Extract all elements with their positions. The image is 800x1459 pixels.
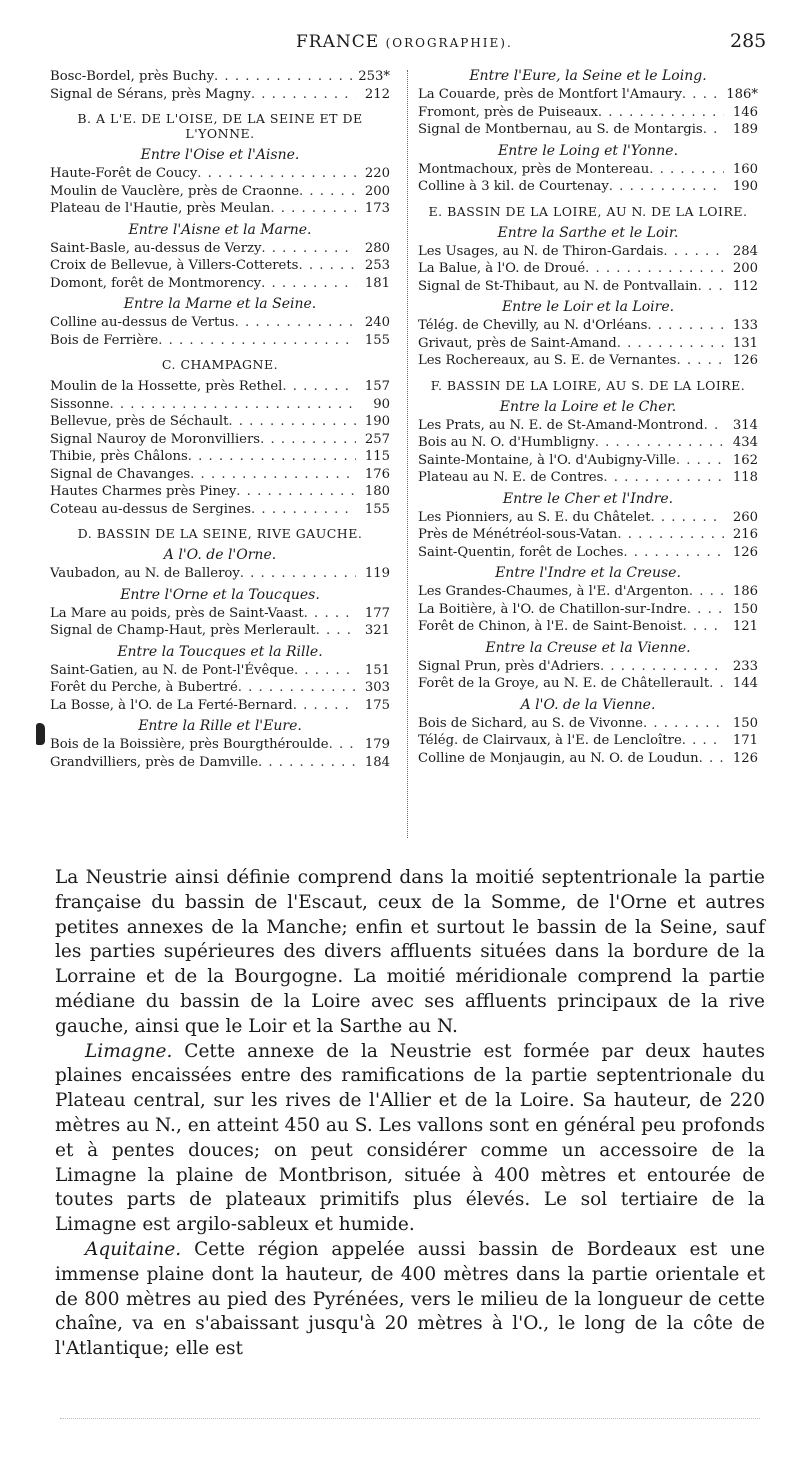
elevation-entry	[50, 736, 390, 754]
elevation-value: 321	[364, 623, 390, 638]
elevation-entry	[418, 452, 758, 470]
elevation-value: 253	[364, 258, 390, 273]
place-name: Près de Ménétréol-sous-Vatan	[418, 527, 618, 542]
page-bottom-rule	[60, 1418, 760, 1419]
group-subtitle: Entre le Cher et l'Indre.	[502, 490, 674, 507]
paragraph-text: Cette région appelée aussi bassin de Bordeaux est une immense plaine dont la hauteur, de 400 mètres dans la partie orientale et de 800 mètres au pied des Pyrénées, vers le milieu de la longueur de cette chaîne, va en s'abaissant jusqu'à 20 mètres à l'O., le long de la côte de l'Atlantique; elle est	[55, 1238, 765, 1360]
elevation-value: 126	[732, 544, 758, 560]
elevation-value: 144	[732, 676, 758, 691]
dot-leader	[228, 413, 356, 431]
elevation-entry	[418, 658, 758, 676]
elevation-value: 314	[732, 417, 758, 433]
section-title: E. BASSIN DE LA LOIRE, AU N. DE LA LOIRE.	[428, 203, 748, 219]
elevation-value: 184	[364, 754, 390, 770]
place-name: Bosc-Bordel, près Buchy	[50, 69, 215, 84]
place-name: Forêt de la Groye, au N. E. de Châtellerault	[418, 676, 710, 691]
section-title: F. BASSIN DE LA LOIRE, AU S. DE LA LOIRE.	[430, 377, 746, 393]
paragraph-neustrie: La Neustrie ainsi définie comprend dans la moitié septentrionale la partie française du bassin de l'Escaut, ceux de la Somme, de l'Orne et autres petites annexes de la Manche; enfin et surtout le bassin de la Seine, sauf les parties supérieures des divers affluents situées dans la bordure de la Lorraine et de la Bourgogne. La moitié méridionale comprend la partie médiane du bassin de la Loire avec ses affluents principaux de la rive gauche, ainsi que le Loir et la Sarthe au N.	[55, 867, 765, 1037]
place-name: Bois au N. O. d'Humbligny	[418, 435, 595, 450]
dot-leader	[682, 732, 724, 750]
elevation-entry	[50, 754, 390, 772]
group-subtitle: Entre l'Indre et la Creuse.	[495, 565, 681, 581]
running-title	[296, 32, 513, 52]
place-name: Colline au-dessus de Vertus	[50, 315, 235, 330]
elevation-value: 176	[364, 466, 390, 482]
elevation-entry	[418, 715, 758, 733]
elevation-value: 157	[364, 379, 390, 394]
elevation-value: 162	[732, 452, 758, 468]
elevation-value: 173	[364, 201, 390, 216]
place-name: Vaubadon, au N. de Balleroy	[50, 566, 240, 581]
elevation-entry	[418, 583, 758, 601]
elevation-entry	[50, 431, 390, 449]
place-name: Thibie, près Châlons	[50, 449, 188, 464]
elevation-value: 126	[732, 750, 758, 766]
place-name: Signal de Champ-Haut, près Merlerault	[50, 623, 316, 638]
dot-leader	[651, 509, 724, 527]
elevation-value: 253*	[358, 69, 390, 84]
place-name: Bois de la Boissière, près Bourgthéroulde	[50, 737, 329, 752]
dot-leader	[270, 200, 356, 218]
place-name: Bellevue, près de Séchault	[50, 414, 229, 429]
place-name: Les Usages, au N. de Thiron-Gardais	[418, 243, 664, 259]
group-subtitle: A l'O. de la Vienne.	[520, 696, 656, 713]
place-name: La Couarde, près de Montfort l'Amaury	[418, 87, 682, 102]
elevation-entry	[418, 469, 758, 487]
place-name: Les Prats, au N. E. de St-Amand-Montrond	[418, 417, 704, 433]
dot-leader	[304, 605, 356, 623]
elevation-entry	[50, 68, 390, 86]
elevation-value: 181	[364, 275, 390, 291]
place-name: Moulin de Vauclère, près de Craonne	[50, 183, 299, 199]
elevation-entry	[418, 178, 758, 196]
place-name: Sissonne	[50, 396, 110, 412]
elevation-value: 133	[732, 318, 758, 333]
elevation-entry	[50, 662, 390, 680]
place-name: Les Pionniers, au S. E. du Châtelet	[418, 509, 651, 525]
elevation-value: 186*	[726, 87, 758, 102]
elevation-entry	[50, 314, 390, 332]
dot-leader	[698, 278, 724, 296]
dot-leader	[647, 317, 724, 335]
running-title-sub: (OROGRAPHIE).	[385, 36, 513, 50]
group-subtitle: A l'O. de l'Orne.	[163, 547, 277, 563]
paragraph-lead: Limagne.	[85, 1040, 173, 1062]
elevation-value: 212	[364, 86, 390, 102]
elevation-value: 260	[732, 509, 758, 525]
elevation-entry	[50, 501, 390, 519]
elevation-value: 190	[732, 179, 758, 194]
elevation-entry	[50, 622, 390, 640]
place-name: La Mare au poids, près de Saint-Vaast	[50, 605, 304, 621]
dot-leader	[293, 697, 356, 715]
dot-leader	[329, 736, 356, 754]
elevation-value: 220	[364, 166, 390, 181]
elevation-value: 118	[732, 470, 758, 485]
dot-leader	[676, 352, 724, 370]
place-name: Plateau de l'Hautie, près Meulan	[50, 201, 271, 216]
elevation-entry	[418, 526, 758, 544]
dot-leader	[240, 565, 356, 583]
dot-leader	[251, 501, 356, 519]
place-name: Signal de Chavanges	[50, 466, 191, 482]
elevation-entry	[50, 413, 390, 431]
group-subtitle: Entre la Creuse et la Vienne.	[485, 639, 691, 656]
elevation-value: 190	[364, 414, 390, 429]
elevation-value: 284	[732, 243, 758, 259]
elevation-entry	[418, 121, 758, 139]
place-name: Bois de Sichard, au S. de Vivonne	[418, 715, 643, 731]
elevation-entry	[50, 200, 390, 218]
paragraph-text: Cette annexe de la Neustrie est formée par deux hautes plaines encaissées entre des ramifications de la partie septentrionale du Plateau central, sur les rives de l'Allier et de la Loire. Sa hauteur, de 220 mètres au N., en atteint 450 au S. Les vallons sont en général peu profonds et à pentes douces; on peut considérer comme un accessoire de la Limagne la plaine de Montbrison, située à 400 mètres et entourée de toutes parts de plateaux primitifs plus élevés. Le sol tertiaire de la Limagne est argilo-sableux et humide.	[55, 1040, 765, 1236]
dot-leader	[190, 466, 356, 484]
place-name: Saint-Quentin, forêt de Loches	[418, 544, 624, 560]
elevation-value: 150	[732, 715, 758, 731]
dot-leader	[663, 243, 724, 261]
elevation-entry	[50, 396, 390, 414]
elevation-entry	[418, 278, 758, 296]
place-name: Forêt du Perche, à Bubertré	[50, 680, 238, 695]
elevation-entry	[418, 601, 758, 619]
elevation-value: 216	[732, 527, 758, 542]
dot-leader	[236, 483, 356, 501]
dot-leader	[687, 601, 724, 619]
elevation-value: 200	[732, 261, 758, 276]
dot-leader	[682, 86, 724, 104]
dot-leader	[258, 754, 356, 772]
running-title-main: FRANCE	[296, 32, 380, 52]
dot-leader	[197, 165, 356, 183]
place-name: Signal de Sérans, près Magny	[50, 86, 251, 102]
dot-leader	[251, 86, 356, 104]
dot-leader	[299, 183, 356, 201]
section-title: B. A L'E. DE L'OISE, DE LA SEINE ET DE L'YONNE.	[77, 111, 363, 141]
group-subtitle: Entre l'Orne et la Toucques.	[120, 586, 320, 603]
elevation-entry	[50, 183, 390, 201]
elevation-entry	[418, 417, 758, 435]
place-name: Forêt de Chinon, à l'E. de Saint-Benoist	[418, 619, 683, 634]
dot-leader	[600, 658, 724, 676]
elevation-entry	[418, 243, 758, 261]
dot-leader	[703, 121, 724, 139]
paragraph-limagne	[55, 1040, 765, 1238]
elevation-entry	[50, 565, 390, 583]
place-name: Croix de Bellevue, à Villers-Cotterets	[50, 258, 299, 273]
dot-leader	[643, 715, 724, 733]
place-name: Signal de St-Thibaut, au N. de Pontvallain	[418, 278, 698, 294]
elevation-entry	[418, 544, 758, 562]
elevation-entry	[418, 675, 758, 693]
elevation-entry	[50, 275, 390, 293]
dot-leader	[294, 662, 356, 680]
dot-leader	[316, 622, 356, 640]
place-name: Télég. de Chevilly, au N. d'Orléans	[418, 318, 648, 333]
dot-leader	[598, 104, 724, 122]
elevation-value: 151	[364, 662, 390, 678]
elevation-value: 115	[364, 449, 390, 464]
dot-leader	[689, 583, 724, 601]
place-name: La Bosse, à l'O. de La Ferté-Bernard	[50, 697, 293, 713]
group-subtitle: Entre le Loing et l'Yonne.	[497, 142, 679, 159]
elevation-value: 180	[364, 484, 390, 499]
dot-leader	[699, 750, 724, 768]
column-divider	[407, 70, 408, 838]
dot-leader	[158, 332, 356, 350]
group-subtitle: Entre la Sarthe et le Loir.	[497, 224, 679, 241]
body-text	[55, 866, 765, 1362]
group-subtitle: Entre la Toucques et la Rille.	[117, 643, 323, 660]
elevation-value: 280	[364, 240, 390, 256]
elevation-value: 186	[732, 584, 758, 599]
dot-leader	[188, 448, 356, 466]
place-name: Domont, forêt de Montmorency	[50, 275, 262, 291]
place-name: La Boitière, à l'O. de Chatillon-sur-Indre	[418, 601, 687, 617]
place-name: Montmachoux, près de Montereau	[418, 161, 650, 177]
paragraph-lead: Aquitaine.	[85, 1238, 182, 1260]
group-subtitle: Entre le Loir et la Loire.	[501, 299, 675, 315]
elevation-value: 119	[364, 566, 390, 581]
elevation-value: 121	[732, 619, 758, 634]
elevation-value: 155	[364, 332, 390, 348]
place-name: Grandvilliers, près de Damville	[50, 754, 259, 770]
place-name: Bois de Ferrière	[50, 332, 159, 348]
dot-leader	[260, 431, 356, 449]
dot-leader	[298, 257, 356, 275]
elevation-entry	[50, 332, 390, 350]
dot-leader	[649, 161, 724, 179]
group-subtitle: Entre la Marne et la Seine.	[123, 296, 317, 312]
elevation-value: 240	[364, 315, 390, 330]
section-title: D. BASSIN DE LA SEINE, RIVE GAUCHE.	[77, 526, 363, 541]
place-name: Colline de Monjaugin, au N. O. de Loudun	[418, 750, 699, 766]
elevation-value: 189	[732, 122, 758, 137]
place-name: Signal de Montbernau, au S. de Montargis	[418, 122, 703, 137]
elevation-entry	[50, 483, 390, 501]
group-subtitle: Entre la Rille et l'Eure.	[138, 718, 302, 734]
elevation-entry	[418, 86, 758, 104]
section-title: C. CHAMPAGNE.	[161, 357, 279, 372]
elevation-entry	[50, 466, 390, 484]
group-subtitle: Entre l'Aisne et la Marne.	[128, 221, 312, 238]
dot-leader	[603, 469, 724, 487]
dot-leader	[709, 675, 724, 693]
elevation-value: 233	[732, 658, 758, 674]
place-name: Grivaut, près de Saint-Amand	[418, 335, 617, 351]
group-subtitle: Entre l'Oise et l'Aisne.	[140, 147, 300, 163]
elevation-value: 131	[732, 335, 758, 351]
dot-leader	[110, 396, 356, 414]
elevation-entry	[50, 448, 390, 466]
elevation-entry	[418, 618, 758, 636]
paragraph-aquitaine	[55, 1238, 765, 1362]
elevation-entry	[50, 165, 390, 183]
place-name: Saint-Basle, au-dessus de Verzy	[50, 240, 262, 256]
place-name: Télég. de Clairvaux, à l'E. de Lencloître	[418, 733, 682, 748]
elevation-value: 146	[732, 104, 758, 120]
place-name: La Balue, à l'O. de Droué	[418, 261, 586, 276]
place-name: Coteau au-dessus de Sergines	[50, 501, 252, 517]
dot-leader	[282, 378, 356, 396]
page-number: 285	[730, 30, 767, 52]
elevation-entry	[50, 86, 390, 104]
running-header	[0, 30, 800, 54]
elevation-value: 150	[732, 601, 758, 617]
elevation-entry	[50, 240, 390, 258]
elevation-entry	[50, 679, 390, 697]
elevation-entry	[418, 750, 758, 768]
elevation-value: 160	[732, 161, 758, 177]
dot-leader	[214, 68, 356, 86]
elevation-entry	[418, 732, 758, 750]
dot-leader	[261, 240, 356, 258]
place-name: Haute-Forêt de Coucy	[50, 166, 198, 181]
dot-leader	[235, 314, 356, 332]
group-subtitle: Entre la Loire et le Cher.	[499, 398, 677, 415]
elevation-value: 434	[732, 435, 758, 450]
elevation-entry	[418, 317, 758, 335]
elevation-entry	[50, 605, 390, 623]
dot-leader	[623, 544, 724, 562]
elevation-value: 112	[732, 278, 758, 294]
place-name: Saint-Gatien, au N. de Pont-l'Évêque	[50, 662, 295, 678]
place-name: Sainte-Montaine, à l'O. d'Aubigny-Ville	[418, 452, 676, 468]
place-name: Moulin de la Hossette, près Rethel	[50, 379, 283, 394]
dot-leader	[585, 260, 724, 278]
elevation-entry	[418, 104, 758, 122]
dot-leader	[609, 178, 724, 196]
left-column	[50, 68, 390, 771]
dot-leader	[704, 417, 724, 435]
dot-leader	[617, 526, 724, 544]
elevation-entry	[418, 434, 758, 452]
elevation-value: 200	[364, 183, 390, 199]
place-name: Colline à 3 kil. de Courtenay	[418, 179, 609, 194]
dot-leader	[682, 618, 724, 636]
elevation-value: 303	[364, 680, 390, 695]
elevation-value: 171	[732, 733, 758, 748]
elevation-entry	[418, 509, 758, 527]
ink-blot-mark	[36, 723, 45, 745]
dot-leader	[261, 275, 356, 293]
place-name: Plateau au N. E. de Contres	[418, 470, 604, 485]
elevation-value: 126	[732, 353, 758, 368]
elevation-value: 177	[364, 605, 390, 621]
place-name: Les Rochereaux, au S. E. de Vernantes	[418, 353, 677, 368]
place-name: Signal Nauroy de Moronvilliers	[50, 431, 261, 447]
place-name: Fromont, près de Puiseaux	[418, 104, 598, 120]
dot-leader	[676, 452, 724, 470]
place-name: Hautes Charmes près Piney	[50, 484, 237, 499]
right-column	[418, 68, 758, 767]
elevation-entry	[418, 335, 758, 353]
elevation-entry	[418, 352, 758, 370]
elevation-entry	[50, 697, 390, 715]
dot-leader	[617, 335, 724, 353]
elevation-value: 155	[364, 501, 390, 517]
place-name: Les Grandes-Chaumes, à l'E. d'Argenton	[418, 584, 689, 599]
elevation-value: 175	[364, 697, 390, 713]
elevation-entry	[418, 161, 758, 179]
elevation-value: 257	[364, 431, 390, 447]
place-name: Signal Prun, près d'Adriers	[418, 658, 600, 674]
group-subtitle: Entre l'Eure, la Seine et le Loing.	[469, 68, 707, 84]
elevation-value: 90	[373, 396, 390, 412]
elevation-entry	[418, 260, 758, 278]
dot-leader	[595, 434, 724, 452]
elevation-value: 179	[364, 737, 390, 752]
elevation-entry	[50, 378, 390, 396]
elevation-entry	[50, 257, 390, 275]
dot-leader	[238, 679, 356, 697]
